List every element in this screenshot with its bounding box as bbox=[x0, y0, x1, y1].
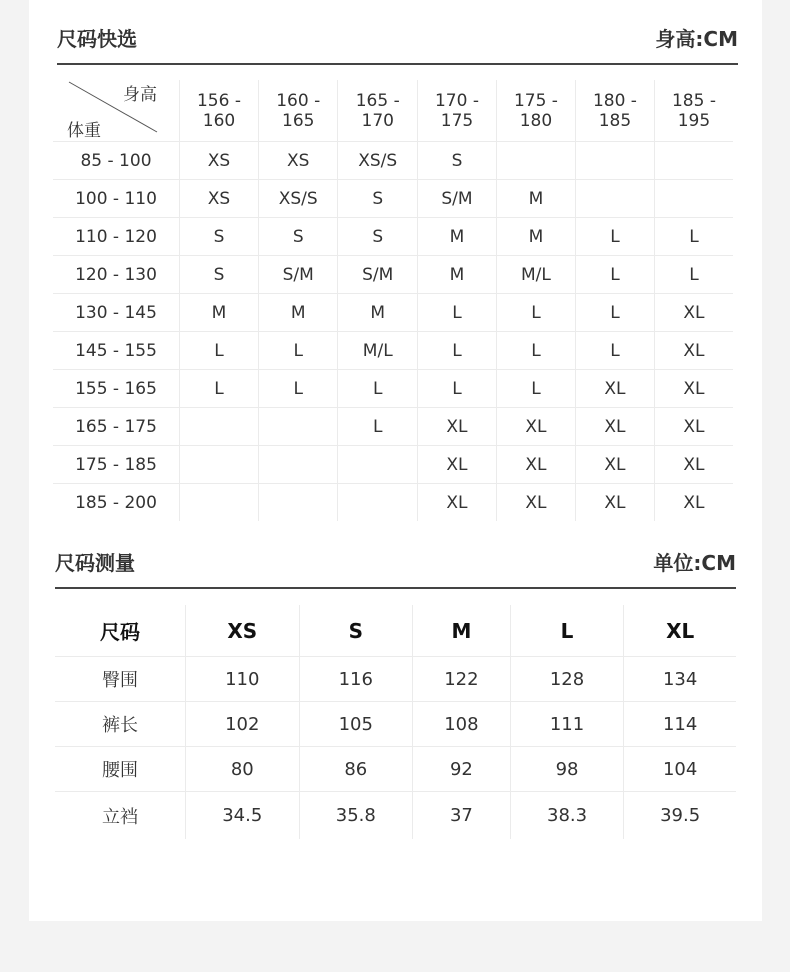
size-cell bbox=[180, 446, 259, 484]
size-cell: S bbox=[180, 218, 259, 256]
size-cell: XL bbox=[654, 332, 733, 370]
size-cell: M bbox=[417, 256, 496, 294]
weight-range-cell: 155 - 165 bbox=[53, 370, 180, 408]
size-cell: S bbox=[180, 256, 259, 294]
size-cell: L bbox=[496, 370, 575, 408]
table-row bbox=[53, 408, 733, 446]
quick-select-header bbox=[57, 22, 738, 52]
size-column-header: XS bbox=[186, 605, 300, 657]
table-row bbox=[55, 792, 736, 840]
size-cell bbox=[258, 484, 338, 522]
size-cell: M bbox=[258, 294, 338, 332]
size-cell bbox=[258, 408, 338, 446]
quick-select-header-row bbox=[53, 80, 733, 142]
size-column-header: XL bbox=[624, 605, 736, 657]
measurement-label: 立裆 bbox=[55, 792, 186, 840]
measurement-value: 34.5 bbox=[186, 792, 300, 840]
size-cell: S/M bbox=[417, 180, 496, 218]
size-cell: L bbox=[654, 218, 733, 256]
size-cell: L bbox=[180, 332, 259, 370]
size-cell: M bbox=[496, 218, 575, 256]
measurement-title: 尺码测量 bbox=[55, 550, 135, 575]
size-cell: M bbox=[417, 218, 496, 256]
weight-range-cell: 110 - 120 bbox=[53, 218, 180, 256]
table-row bbox=[55, 657, 736, 702]
table-row bbox=[53, 446, 733, 484]
size-cell bbox=[496, 142, 575, 180]
size-cell: L bbox=[496, 294, 575, 332]
size-column-header: S bbox=[299, 605, 413, 657]
measurement-value: 104 bbox=[624, 747, 736, 792]
measurement-header-row bbox=[55, 605, 736, 657]
size-cell: M/L bbox=[338, 332, 418, 370]
size-cell: XL bbox=[575, 370, 654, 408]
size-cell bbox=[654, 142, 733, 180]
measurement-value: 110 bbox=[186, 657, 300, 702]
height-range-header: 165 - 170 bbox=[338, 80, 418, 142]
size-cell: S bbox=[417, 142, 496, 180]
measurement-header bbox=[55, 546, 736, 576]
corner-height-label: 身高 bbox=[123, 85, 157, 105]
measurement-value: 122 bbox=[413, 657, 511, 702]
size-cell bbox=[180, 484, 259, 522]
measurement-label: 腰围 bbox=[55, 747, 186, 792]
size-column-header: L bbox=[510, 605, 624, 657]
measurement-value: 105 bbox=[299, 702, 413, 747]
size-cell: XL bbox=[575, 484, 654, 522]
corner-weight-label: 体重 bbox=[67, 121, 101, 141]
measurement-value: 134 bbox=[624, 657, 736, 702]
measurement-value: 35.8 bbox=[299, 792, 413, 840]
size-cell bbox=[258, 446, 338, 484]
measurement-value: 38.3 bbox=[510, 792, 624, 840]
size-cell bbox=[575, 180, 654, 218]
size-cell: L bbox=[575, 332, 654, 370]
size-cell: XL bbox=[575, 408, 654, 446]
size-cell: L bbox=[338, 370, 418, 408]
size-cell: XS bbox=[180, 142, 259, 180]
measurement-value: 92 bbox=[413, 747, 511, 792]
size-cell: L bbox=[575, 218, 654, 256]
measurement-label: 裤长 bbox=[55, 702, 186, 747]
size-cell: XL bbox=[496, 484, 575, 522]
size-cell: S bbox=[338, 180, 418, 218]
height-range-header: 175 - 180 bbox=[496, 80, 575, 142]
size-cell: S bbox=[258, 218, 338, 256]
weight-range-cell: 175 - 185 bbox=[53, 446, 180, 484]
quick-select-divider bbox=[57, 63, 738, 65]
size-cell: XL bbox=[654, 408, 733, 446]
measurement-body bbox=[55, 657, 736, 840]
size-cell: L bbox=[496, 332, 575, 370]
height-unit-label: 身高:CM bbox=[655, 26, 738, 51]
size-cell: XS/S bbox=[338, 142, 418, 180]
measurement-value: 114 bbox=[624, 702, 736, 747]
table-row bbox=[55, 747, 736, 792]
size-cell: L bbox=[417, 294, 496, 332]
size-cell: L bbox=[417, 332, 496, 370]
height-range-header: 160 - 165 bbox=[258, 80, 338, 142]
height-range-header: 156 - 160 bbox=[180, 80, 259, 142]
table-row bbox=[53, 484, 733, 522]
measurement-value: 116 bbox=[299, 657, 413, 702]
measurement-value: 39.5 bbox=[660, 805, 701, 826]
size-cell: XS bbox=[258, 142, 338, 180]
size-cell: L bbox=[258, 370, 338, 408]
measurement-value: 111 bbox=[510, 702, 624, 747]
weight-range-cell: 165 - 175 bbox=[53, 408, 180, 446]
quick-select-body bbox=[53, 142, 733, 522]
size-cell bbox=[338, 484, 418, 522]
table-row bbox=[55, 702, 736, 747]
measurement-value: 108 bbox=[413, 702, 511, 747]
size-cell: L bbox=[654, 256, 733, 294]
table-row bbox=[53, 142, 733, 180]
table-row bbox=[53, 370, 733, 408]
measurement-label: 臀围 bbox=[55, 657, 186, 702]
size-cell bbox=[654, 180, 733, 218]
quick-select-title: 尺码快选 bbox=[57, 26, 137, 51]
weight-range-cell: 100 - 110 bbox=[53, 180, 180, 218]
size-cell: XL bbox=[417, 446, 496, 484]
size-cell: S/M bbox=[258, 256, 338, 294]
size-cell: L bbox=[575, 294, 654, 332]
weight-range-cell: 85 - 100 bbox=[53, 142, 180, 180]
measurement-unit-label: 单位:CM bbox=[653, 550, 736, 575]
size-cell: L bbox=[417, 370, 496, 408]
size-cell: L bbox=[575, 256, 654, 294]
weight-range-cell: 185 - 200 bbox=[53, 484, 180, 522]
table-row bbox=[53, 256, 733, 294]
measurement-divider bbox=[55, 587, 736, 589]
size-column-header: M bbox=[413, 605, 511, 657]
height-range-header: 170 - 175 bbox=[417, 80, 496, 142]
table-row bbox=[53, 180, 733, 218]
size-cell bbox=[338, 446, 418, 484]
size-cell: XL bbox=[575, 446, 654, 484]
size-cell: L bbox=[180, 370, 259, 408]
size-cell bbox=[180, 408, 259, 446]
size-cell: XL bbox=[683, 492, 705, 513]
table-row bbox=[53, 332, 733, 370]
size-cell: XS/S bbox=[258, 180, 338, 218]
size-cell: XL bbox=[654, 370, 733, 408]
size-cell: L bbox=[258, 332, 338, 370]
size-header-label: 尺码 bbox=[55, 605, 186, 657]
measurement-table bbox=[55, 605, 736, 839]
measurement-value: 80 bbox=[186, 747, 300, 792]
measurement-value: 102 bbox=[186, 702, 300, 747]
size-cell: XL bbox=[654, 294, 733, 332]
weight-range-cell: 145 - 155 bbox=[53, 332, 180, 370]
size-cell: XS bbox=[180, 180, 259, 218]
size-cell bbox=[575, 142, 654, 180]
quick-select-table bbox=[53, 80, 733, 521]
measurement-value: 98 bbox=[510, 747, 624, 792]
measurement-value: 37 bbox=[413, 792, 511, 840]
weight-range-cell: 130 - 145 bbox=[53, 294, 180, 332]
size-cell: M/L bbox=[496, 256, 575, 294]
corner-cell bbox=[53, 80, 180, 142]
size-cell: S/M bbox=[338, 256, 418, 294]
measurement-value: 86 bbox=[299, 747, 413, 792]
size-cell: M bbox=[496, 180, 575, 218]
table-row bbox=[53, 218, 733, 256]
size-cell: M bbox=[180, 294, 259, 332]
size-cell: XL bbox=[417, 408, 496, 446]
measurement-value: 128 bbox=[510, 657, 624, 702]
size-cell: XL bbox=[654, 446, 733, 484]
size-cell: XL bbox=[417, 484, 496, 522]
weight-range-cell: 120 - 130 bbox=[53, 256, 180, 294]
table-row bbox=[53, 294, 733, 332]
height-range-header: 185 - 195 bbox=[654, 80, 733, 142]
size-cell: XL bbox=[496, 446, 575, 484]
size-cell: L bbox=[338, 408, 418, 446]
height-range-header: 180 - 185 bbox=[575, 80, 654, 142]
size-cell: S bbox=[338, 218, 418, 256]
size-cell: M bbox=[338, 294, 418, 332]
size-cell: XL bbox=[496, 408, 575, 446]
